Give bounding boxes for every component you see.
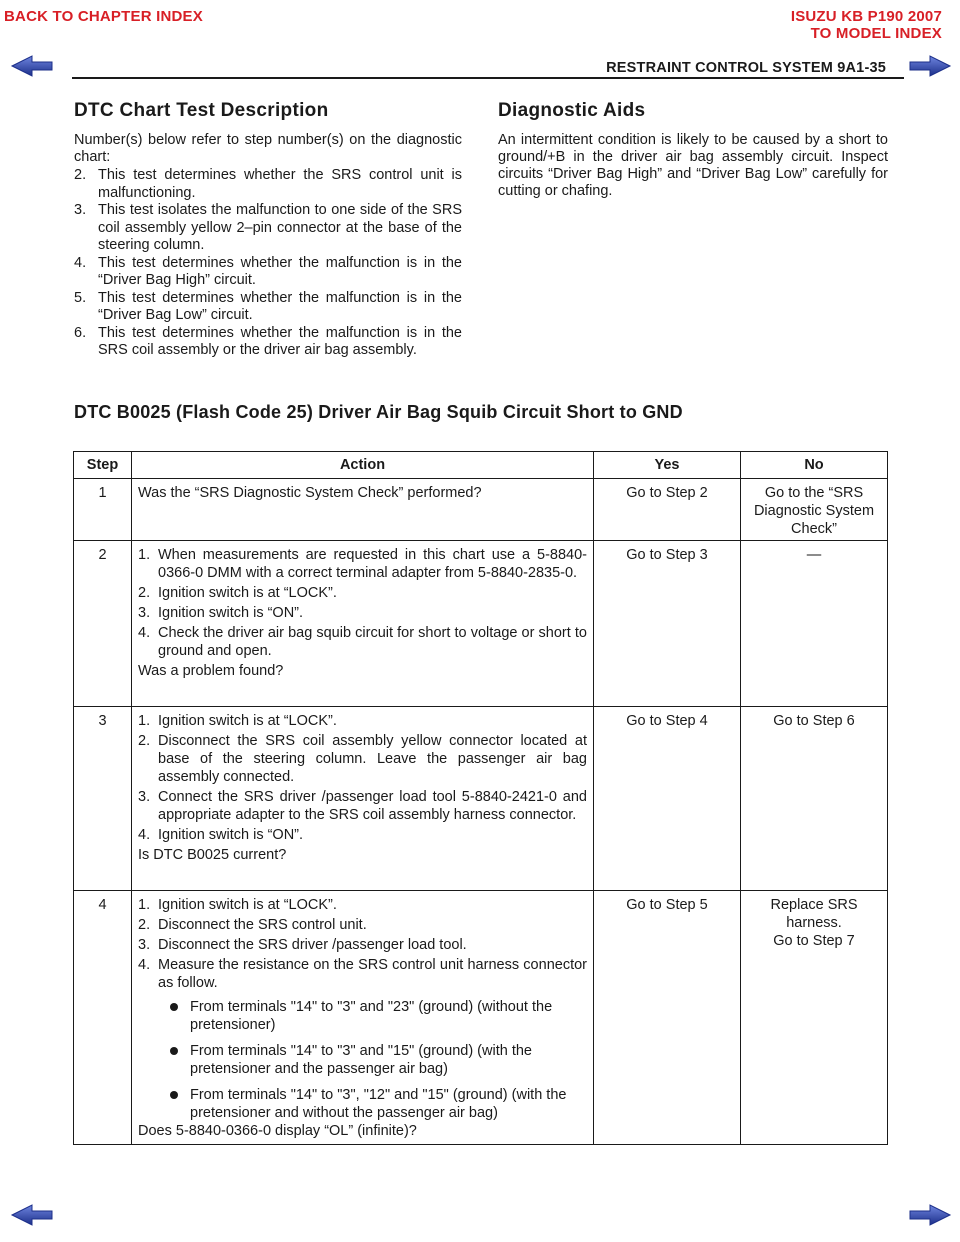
- page-header-title: RESTRAINT CONTROL SYSTEM 9A1-35: [606, 60, 886, 76]
- no-cell: Go to Step 6: [741, 707, 888, 891]
- dtc-title: DTC B0025 (Flash Code 25) Driver Air Bag Squib Circuit Short to GND: [74, 402, 683, 422]
- list-item: 2. Ignition switch is at “LOCK”.: [138, 585, 337, 601]
- section-heading: DTC Chart Test Description: [74, 100, 329, 121]
- step-number: 4: [74, 891, 132, 1145]
- previous-page-button[interactable]: [10, 54, 54, 78]
- list-item: 4. Ignition switch is “ON”.: [138, 827, 304, 843]
- list-item: 1. Ignition switch is at “LOCK”.: [138, 713, 337, 729]
- action-cell: [132, 707, 594, 891]
- table-row: [74, 479, 888, 541]
- step-number: 2: [74, 541, 132, 707]
- header-no: No: [741, 452, 888, 479]
- yes-cell: Go to Step 4: [594, 707, 741, 891]
- list-item: 3. This test isolates the malfunction to one side of the SRS coil assembly yellow 2–pin connector at the base of the steering column.: [74, 202, 462, 253]
- no-cell: Go to the “SRS Diagnostic System Check”: [741, 479, 888, 541]
- table-row: [74, 707, 888, 891]
- bullet-item: From terminals "14" to "3", "12" and "15" (ground) (with the pretensioner and without the passenger air bag): [138, 1086, 587, 1122]
- list-item: 2. Disconnect the SRS coil assembly yellow connector located at base of the steering column. Leave the passenger air bag assembly connected.: [138, 733, 587, 785]
- header-divider: [72, 77, 904, 79]
- bullet-dot-icon: [170, 1003, 178, 1011]
- step-number: 3: [74, 707, 132, 891]
- to-model-index-link[interactable]: TO MODEL INDEX: [810, 25, 942, 42]
- list-item: 1. When measurements are requested in this chart use a 5-8840-0366-0 DMM with a correct terminal adapter from 5-8840-2835-0.: [138, 547, 587, 581]
- header-action: Action: [132, 452, 594, 479]
- list-item: 4. Check the driver air bag squib circuit for short to voltage or short to ground and open.: [138, 625, 587, 659]
- header-step: Step: [74, 452, 132, 479]
- list-item: 4. Measure the resistance on the SRS control unit harness connector as follow.: [138, 957, 587, 991]
- arrow-left-icon: [10, 54, 54, 78]
- bullet-item: From terminals "14" to "3" and "15" (ground) (with the pretensioner and the passenger air bag): [138, 1042, 587, 1078]
- intro-text: Number(s) below refer to step number(s) on the diagnostic chart:: [74, 132, 462, 165]
- diagnostic-table: [73, 451, 888, 1145]
- table-row: [74, 541, 888, 707]
- model-index-block[interactable]: [791, 8, 942, 42]
- list-item: 3. Ignition switch is “ON”.: [138, 605, 304, 621]
- diagnostic-aids-text: An intermittent condition is likely to be caused by a short to ground/+B in the driver air bag assembly circuit. Inspect circuits “Driver Bag High” and “Driver Bag Low” carefully for cutting or chafing.: [498, 132, 888, 199]
- yes-cell: Go to Step 2: [594, 479, 741, 541]
- list-item: 2. Disconnect the SRS control unit.: [138, 917, 367, 933]
- step-question: Is DTC B0025 current?: [138, 847, 287, 863]
- list-item: 3. Connect the SRS driver /passenger load tool 5-8840-2421-0 and appropriate adapter to the SRS coil assembly harness connector.: [138, 789, 587, 823]
- no-cell: Replace SRS harness. Go to Step 7: [741, 891, 888, 1145]
- test-description-list: [74, 167, 462, 360]
- section-heading: Diagnostic Aids: [498, 100, 646, 121]
- list-item: 2. This test determines whether the SRS control unit is malfunctioning.: [74, 167, 462, 201]
- list-item: 3. Disconnect the SRS driver /passenger load tool.: [138, 937, 467, 953]
- list-item: 1. Ignition switch is at “LOCK”.: [138, 897, 337, 913]
- back-to-chapter-index-link[interactable]: BACK TO CHAPTER INDEX: [4, 8, 203, 25]
- step-number: 1: [74, 479, 132, 541]
- arrow-left-icon: [10, 1203, 54, 1227]
- yes-cell: Go to Step 3: [594, 541, 741, 707]
- list-item: 6. This test determines whether the malfunction is in the SRS coil assembly or the driver air bag assembly.: [74, 324, 462, 358]
- arrow-right-icon: [908, 54, 952, 78]
- table-row: [74, 891, 888, 1145]
- next-page-button[interactable]: [908, 54, 952, 78]
- step-question: Was a problem found?: [138, 663, 284, 679]
- yes-cell: Go to Step 5: [594, 891, 741, 1145]
- dtc-chart-test-description-section: [74, 100, 462, 360]
- action-cell: Was the “SRS Diagnostic System Check” performed?: [132, 479, 594, 541]
- previous-page-button-bottom[interactable]: [10, 1203, 54, 1227]
- bullet-dot-icon: [170, 1047, 178, 1055]
- diagnostic-aids-section: [498, 100, 888, 200]
- header-yes: Yes: [594, 452, 741, 479]
- arrow-right-icon: [908, 1203, 952, 1227]
- action-cell: [132, 891, 594, 1145]
- table-header-row: [74, 452, 888, 479]
- bullet-item: From terminals "14" to "3" and "23" (ground) (without the pretensioner): [138, 998, 587, 1034]
- step-question: Does 5-8840-0366-0 display “OL” (infinite)?: [138, 1123, 417, 1139]
- list-item: 4. This test determines whether the malfunction is in the “Driver Bag High” circuit.: [74, 254, 462, 288]
- next-page-button-bottom[interactable]: [908, 1203, 952, 1227]
- bullet-dot-icon: [170, 1091, 178, 1099]
- list-item: 5. This test determines whether the malfunction is in the “Driver Bag Low” circuit.: [74, 289, 462, 323]
- model-name: ISUZU KB P190 2007: [790, 8, 942, 25]
- action-cell: [132, 541, 594, 707]
- no-cell: —: [741, 541, 888, 707]
